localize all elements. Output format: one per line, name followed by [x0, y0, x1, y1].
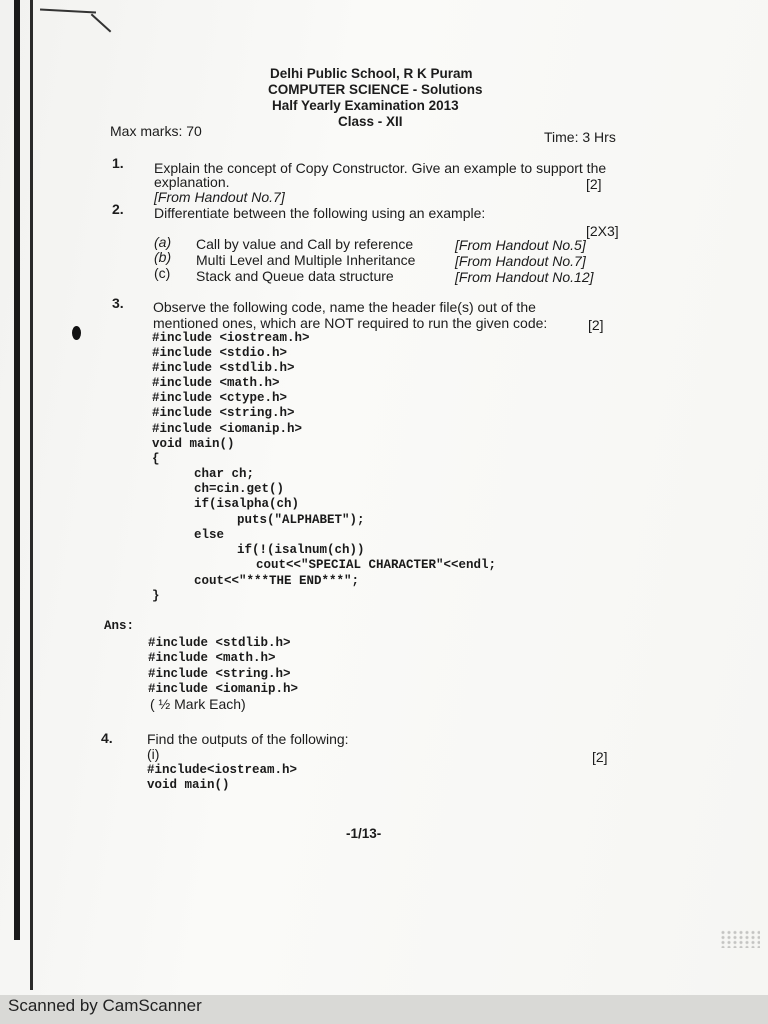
q1-marks: [2]	[586, 176, 602, 192]
code-line: cout<<"SPECIAL CHARACTER"<<endl;	[256, 558, 497, 572]
subject-title: COMPUTER SCIENCE - Solutions	[268, 82, 483, 97]
q2-item-reference: [From Handout No.5]	[455, 237, 586, 253]
pen-mark	[91, 14, 112, 33]
code-line: ch=cin.get()	[194, 482, 285, 496]
code-line: #include <iostream.h>	[152, 331, 310, 345]
code-line: puts("ALPHABET");	[237, 513, 365, 527]
exam-title: Half Yearly Examination 2013	[272, 98, 459, 113]
q2-item-text: Call by value and Call by reference	[196, 236, 414, 252]
scanner-watermark: Scanned by CamScanner	[8, 996, 202, 1015]
code-line: #include <iomanip.h>	[152, 422, 303, 436]
page-number: -1/13-	[346, 826, 382, 841]
q4-subpart: (i)	[147, 746, 160, 762]
code-line: #include <ctype.h>	[152, 391, 288, 405]
q1-number: 1.	[112, 155, 124, 171]
q4-number: 4.	[101, 730, 113, 746]
q2-marks: [2X3]	[586, 223, 619, 239]
q2-item-text: Stack and Queue data structure	[196, 268, 394, 284]
max-marks: Max marks: 70	[110, 123, 202, 139]
binder-line	[30, 0, 33, 990]
q2-item-text: Multi Level and Multiple Inheritance	[196, 252, 416, 268]
q2-item-label: (b)	[154, 249, 172, 265]
q3-text-line2: mentioned ones, which are NOT required to run the given code:	[153, 315, 548, 331]
exam-time: Time: 3 Hrs	[544, 129, 616, 145]
answer-line: #include <string.h>	[148, 667, 291, 681]
q2-item-label: (c)	[154, 265, 171, 281]
code-line: void main()	[152, 437, 235, 451]
q1-reference: [From Handout No.7]	[154, 189, 285, 205]
answer-line: #include <math.h>	[148, 651, 276, 665]
punch-hole-mark	[72, 326, 81, 340]
q1-text-line1: Explain the concept of Copy Constructor. Give an example to support the	[154, 160, 607, 176]
code-line: #include <math.h>	[152, 376, 280, 390]
answer-note: ( ½ Mark Each)	[150, 696, 246, 712]
school-name: Delhi Public School, R K Puram	[270, 66, 473, 81]
q3-text-line1: Observe the following code, name the header file(s) out of the	[153, 299, 536, 315]
q4-text: Find the outputs of the following:	[147, 731, 349, 747]
code-line: else	[194, 528, 225, 542]
q4-marks: [2]	[592, 749, 608, 765]
binder-strip	[14, 0, 20, 940]
answer-label: Ans:	[104, 619, 135, 633]
q2-number: 2.	[112, 201, 124, 217]
code-line: if(isalpha(ch)	[194, 497, 300, 511]
answer-line: #include <stdlib.h>	[148, 636, 291, 650]
q2-text: Differentiate between the following using an example:	[154, 205, 486, 221]
pen-mark	[40, 9, 96, 14]
scan-speckle	[720, 930, 760, 948]
code-line: #include <stdlib.h>	[152, 361, 295, 375]
code-line: #include <stdio.h>	[152, 346, 288, 360]
q2-item-reference: [From Handout No.12]	[455, 269, 594, 285]
code-line: if(!(isalnum(ch))	[237, 543, 365, 557]
code-line: }	[152, 589, 160, 603]
code-line: char ch;	[194, 467, 255, 481]
code-line: #include <string.h>	[152, 406, 295, 420]
code-line: cout<<"***THE END***";	[194, 574, 360, 588]
q2-item-label: (a)	[154, 234, 172, 250]
code-line: #include<iostream.h>	[147, 763, 298, 777]
code-line: {	[152, 452, 160, 466]
q2-item-reference: [From Handout No.7]	[455, 253, 586, 269]
answer-line: #include <iomanip.h>	[148, 682, 299, 696]
q3-number: 3.	[112, 295, 124, 311]
class-title: Class - XII	[338, 114, 403, 129]
q3-marks: [2]	[588, 317, 604, 333]
q1-text-line2: explanation.	[154, 174, 230, 190]
code-line: void main()	[147, 778, 230, 792]
